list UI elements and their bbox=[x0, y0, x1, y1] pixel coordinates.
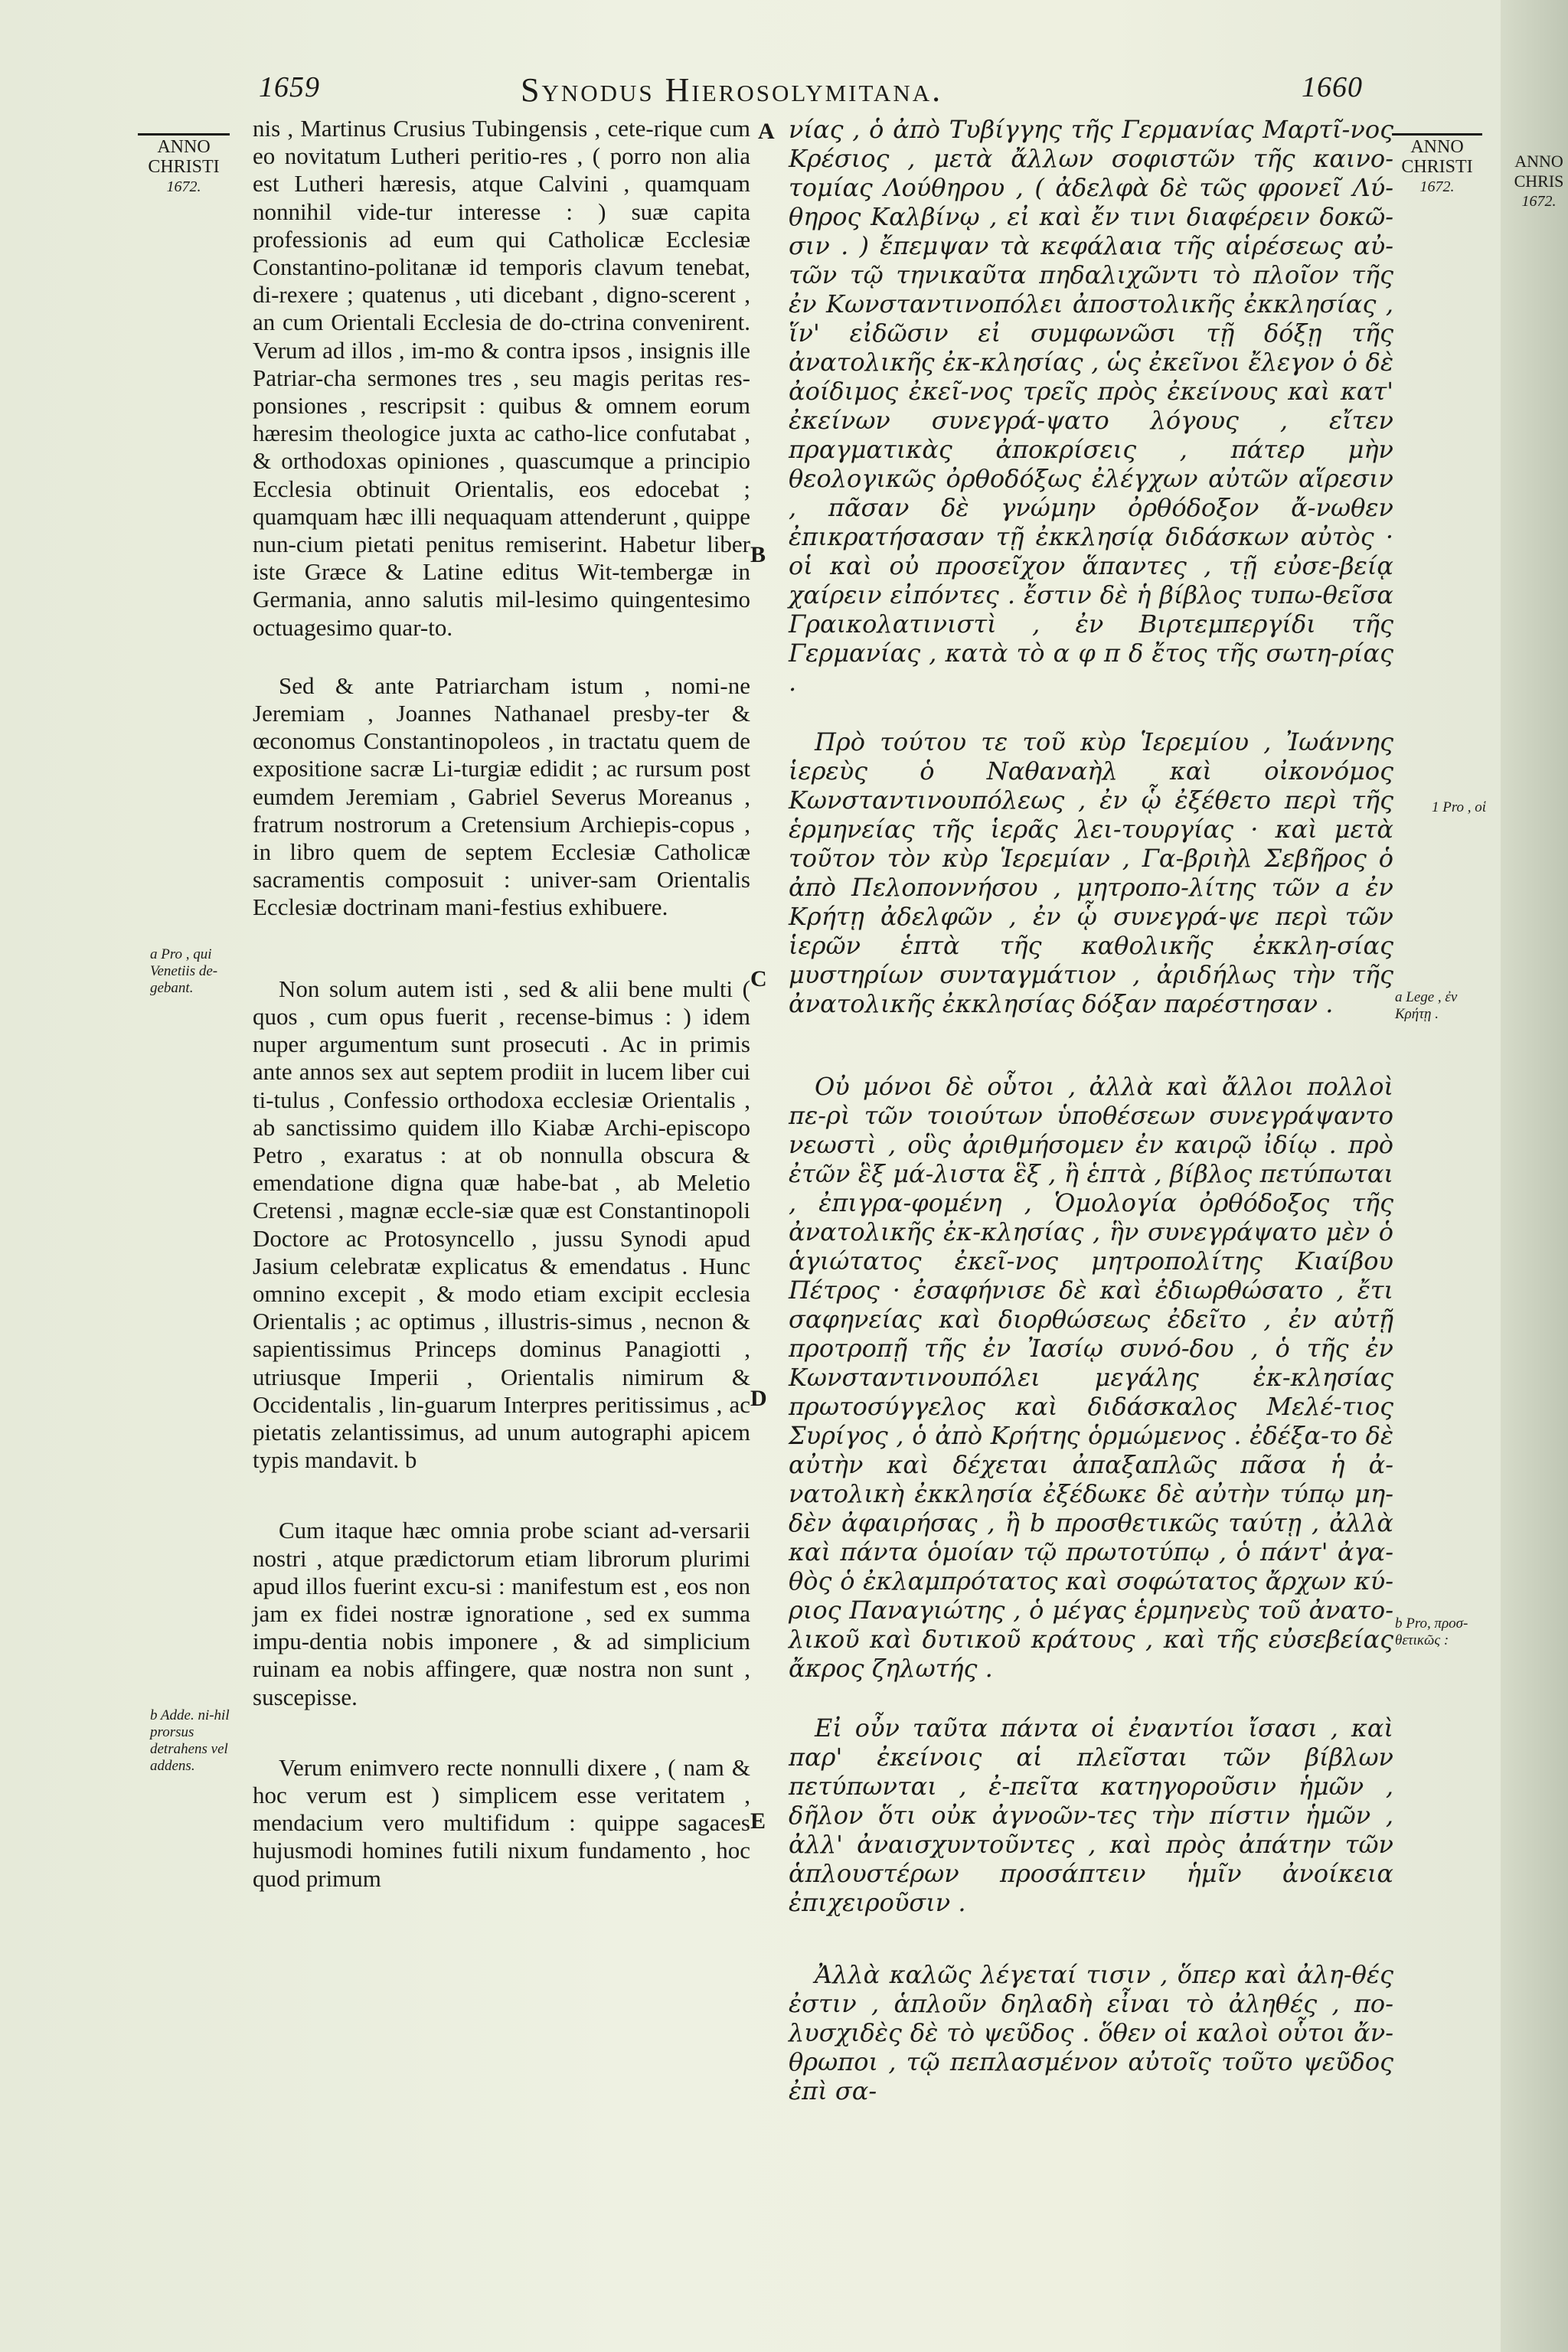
marginal-note-a-left: a Pro , qui Venetiis de-gebant. bbox=[150, 946, 218, 996]
greek-paragraph: Εἰ οὖν ταῦτα πάντα οἱ ἐναντίοι ἴσασι , καὶ παρ' ἐκείνοις αἱ πλεῖσται τῶν βίβλων πετύπωνται , ἐ-πεῖτα κατηγοροῦσιν ἡμῶν , δῆλον ὅτι οὐκ ἀγνοῶν-τες τὴν πίστιν ἡμῶν , ἀλλ' ἀναισχυντοῦντες , καὶ πρὸς ἀπάτην τῶν ἁπλουστέρων προσάπτειν ἡμῖν ἀνοίκεια ἐπιχειροῦσιν . bbox=[789, 1713, 1393, 1917]
marginal-note-b-right: b Pro, προσ-θετικῶς : bbox=[1395, 1615, 1468, 1648]
anno-christi-next-page bbox=[1510, 150, 1568, 211]
anno-year: 1672. bbox=[166, 178, 201, 195]
anno-year: 1672. bbox=[1419, 178, 1455, 195]
christi-label: CHRIS bbox=[1514, 172, 1564, 191]
greek-paragraph: Πρὸ τούτου τε τοῦ κὺρ Ἱερεμίου , Ἰωάννης ἱερεὺς ὁ Ναθαναὴλ καὶ οἰκονόμος Κωνσταντινουπόλεως , ἐν ᾧ ἐξέθετο περὶ τῆς ἑρμηνείας τῆς ἱερᾶς λει-τουργίας · καὶ μετὰ τοῦτον τὸν κὺρ Ἱερεμίαν , Γα-βριὴλ Σεβῆρος ὁ ἀπὸ Πελοποννήσου , μητροπο-λίτης τῶν a ἐν Κρήτῃ ἀδελφῶν , ἐν ᾧ συνεγρά-ψε περὶ τῶν ἱερῶν ἑπτὰ τῆς καθολικῆς ἐκκλη-σίας μυστηρίων συνταγμάτιον , ἀριδήλως τὴν τῆς ἀνατολικῆς ἐκκλησίας δόξαν παρέστησαν . bbox=[789, 727, 1393, 1018]
section-marker-a: A bbox=[758, 119, 775, 144]
marginal-note-b-left: b Adde. ni-hil prorsus detrahens vel addens. bbox=[150, 1707, 230, 1774]
christi-label: CHRISTI bbox=[1401, 157, 1473, 177]
marginal-note-a-right: a Lege , ἐν Κρήτῃ . bbox=[1395, 989, 1458, 1022]
section-marker-e: E bbox=[750, 1808, 766, 1834]
christi-label: CHRISTI bbox=[148, 157, 220, 177]
page-number-right: 1660 bbox=[1302, 71, 1363, 103]
anno-label: ANNO bbox=[1410, 137, 1464, 157]
section-marker-d: D bbox=[750, 1386, 767, 1411]
latin-paragraph: nis , Martinus Crusius Tubingensis , cete-rique cum eo novitatum Lutheri peritio-res , ( porro non alia est Lutheri hæresis, atque Calvini , quamquam nonnihil vide-tur interesse : ) suæ capita professionis ad eum qui Catholicæ Ecclesiæ Constantino-politanæ id temporis clavum tenebat, di-rexere ; quatenus , uti dicebant , digno-scerent , an cum Orientali Ecclesia de do-ctrina convenirent. Verum ad illos , im-mo & contra ipsos , insignis ille Patriar-cha sermones tres , seu magis peritas res-ponsiones , rescripsit : quibus & omnem eorum hæresim theologice juxta ac catho-lice confutabat , & orthodoxas opiniones , quascumque a principio Ecclesia obtinuit Orientalis, eos edocebat ; quamquam hæc illi nequaquam attenderunt , quippe nun-cium pietati penitus remiserint. Habetur liber iste Græce & Latine editus Wit-tembergæ in Germania, anno salutis mil-lesimo quingentesimo octuagesimo quar-to. bbox=[253, 115, 750, 641]
anno-year: 1672. bbox=[1521, 193, 1557, 210]
page-number-left: 1659 bbox=[259, 71, 320, 103]
greek-column bbox=[789, 115, 1393, 2105]
latin-paragraph: Sed & ante Patriarcham istum , nomi-ne Jeremiam , Joannes Nathanael presby-ter & œconomus Constantinopoleos , in tractatu quem de expositione sacræ Li-turgiæ edidit ; ac rursum post eumdem Jeremiam , Gabriel Severus Moreanus , fratrum nostrorum a Cretensium Archiepis-copus , in libro quem de septem Ecclesiæ Catholicæ sacramentis composuit : univer-sam Orientalis Ecclesiæ doctrinam mani-festius exhibuere. bbox=[253, 671, 750, 921]
section-marker-b: B bbox=[750, 542, 766, 567]
greek-paragraph: νίας , ὁ ἀπὸ Τυβίγγης τῆς Γερμανίας Μαρτῖ-νος Κρέσιος , μετὰ ἄλλων σοφιστῶν τῆς καινο-τομίας Λούθηρου , ( ἀδελφὰ δὲ τῶς φρονεῖ Λύ-θηρος Καλβίνῳ , εἰ καὶ ἔν τινι διαφέρειν δοκῶ-σιν . ) ἔπεμψαν τὰ κεφάλαια τῆς αἱρέσεως αὐ-τῶν τῷ τηνικαῦτα πηδαλιχῶντι τὸ πλοῖον τῆς ἐν Κωνσταντινοπόλει ἀποστολικῆς ἐκκλησίας , ἵν' εἰδῶσιν εἰ συμφωνῶσι τῇ δόξῃ τῆς ἀνατολικῆς ἐκ-κλησίας , ὡς ἐκεῖνοι ἔλεγον ὁ δὲ ἀοίδιμος ἐκεῖ-νος τρεῖς πρὸς ἐκείνους καὶ κατ' ἐκείνων συνεγρά-ψατο λόγους , εἴτεν πραγματικὰς ἀποκρίσεις , πάτερ μὴν θεολογικῶς ὀρθοδόξως ἐλέγχων αὐτῶν αἵρεσιν , πᾶσαν δὲ γνώμην ὀρθόδοξον ἄ-νωθεν ἐπικρατήσασαν τῇ ἐκκλησίᾳ διδάσκων αὐτὸς · οἱ καὶ οὐ προσεῖχον ἅπαντες , τῇ εὐσε-βείᾳ χαίρειν εἰπόντες . ἔστιν δὲ ἡ βίβλος τυπω-θεῖσα Γραικολατινιστὶ , ἐν Βιρτεμπεργίδι τῆς Γερμανίας , κατὰ τὸ α φ π δ ἔτος τῆς σωτη-ρίας . bbox=[789, 115, 1393, 697]
anno-label: ANNO bbox=[157, 137, 211, 157]
section-marker-c: C bbox=[750, 966, 767, 991]
latin-paragraph: Verum enimvero recte nonnulli dixere , ( nam & hoc verum est ) simplicem esse veritatem , mendacium vero multifidum : quippe sagaces hujusmodi homines futili nixum fundamento , hoc quod primum bbox=[253, 1753, 750, 1892]
marginal-note-top-right: 1 Pro , οἱ bbox=[1432, 799, 1487, 815]
latin-paragraph: Non solum autem isti , sed & alii bene multi ( quos , cum opus fuerit , recense-bimus : ) idem nuper argumentum sunt prosecuti . Ac in primis ante annos sex aut septem prodiit in lucem liber cui ti-tulus , Confessio orthodoxa ecclesiæ Orientalis , ab sanctissimo quidem illo Kiabæ Archi-episcopo Petro , exaratus : at ob nonnulla obscura & emendatione digna quæ habe-bat , ab Meletio Cretensi , magnæ eccle-siæ quæ est Constantinopoli Doctore ac Protosyncello , jussu Synodi apud Jasium celebratæ explicatus & emendatus . Hunc omnino excepit , & modo etiam excipit ecclesia Orientalis ; ac optimus , illustris-simus , necnon & sapientissimus Princeps dominus Panagiotti , utriusque Imperii , Orientalis nimirum & Occidentalis , lin-guarum Interpres peritissimus , ac pietatis zelantissimus, ad unum autographi apicem typis mandavit. b bbox=[253, 975, 750, 1474]
greek-paragraph: Οὐ μόνοι δὲ οὗτοι , ἀλλὰ καὶ ἄλλοι πολλοὶ πε-ρὶ τῶν τοιούτων ὑποθέσεων συνεγράψαντο νεωστὶ , οὓς ἀριθμήσομεν ἐν καιρῷ ἰδίῳ . πρὸ ἐτῶν ἓξ μά-λιστα ἓξ , ἢ ἑπτὰ , βίβλος πετύπωται , ἐπιγρα-φομένη , Ὁμολογία ὀρθόδοξος τῆς ἀνατολικῆς ἐκ-κλησίας , ἣν συνεγράψατο μὲν ὁ ἁγιώτατος ἐκεῖ-νος μητροπολίτης Κιαίβου Πέτρος · ἐσαφήνισε δὲ καὶ ἐδιωρθώσατο , ἔτι σαφηνείας καὶ διορθώσεως ἐδεῖτο , ἐν αὐτῇ προτροπῇ τῆς ἐν Ἰασίῳ συνό-δου , ὁ τῆς ἐν Κωνσταντινουπόλει μεγάλης ἐκ-κλησίας πρωτοσύγγελος καὶ διδάσκαλος Μελέ-τιος Συρίγος , ὁ ἀπὸ Κρήτης ὁρμώμενος . ἐδέξα-το δὲ αὐτὴν καὶ δέχεται ἀπαξαπλῶς πᾶσα ἡ ἀ-νατολικὴ ἐκκλησία ἐξέδωκε δὲ αὐτὴν τύπῳ μη-δὲν ἀφαιρήσας , ἢ b προσθετικῶς ταύτῃ , ἀλλὰ καὶ πάντα ὁμοίαν τῷ πρωτοτύπῳ , ὁ πάντ' ἀγα-θὸς ὁ ἐκλαμπρότατος καὶ σοφώτατος ἄρχων κύ-ριος Παναγιώτης , ὁ μέγας ἑρμηνεὺς τοῦ ἀνατο-λικοῦ καὶ δυτικοῦ κράτους , καὶ τῆς εὐσεβείας ἄκρος ζηλωτής . bbox=[789, 1072, 1393, 1683]
page-gutter bbox=[1501, 0, 1568, 2352]
anno-christi-left bbox=[138, 133, 230, 197]
latin-paragraph: Cum itaque hæc omnia probe sciant ad-versarii nostri , atque prædictorum etiam librorum plurimi apud illos fuerint excu-si : manifestum est , eos non jam ex fidei nostræ ignoratione , sed ex summa impu-dentia nobis imponere , & ad simplicium ruinam ea nobis affingere, quæ nostra non sunt , suscepisse. bbox=[253, 1517, 750, 1710]
anno-label: ANNO bbox=[1514, 152, 1563, 171]
greek-paragraph: Ἀλλὰ καλῶς λέγεταί τισιν , ὅπερ καὶ ἀλη-θές ἐστιν , ἁπλοῦν δηλαδὴ εἶναι τὸ ἀληθές , πο-λυσχιδὲς δὲ τὸ ψεῦδος . ὅθεν οἱ καλοὶ οὗτοι ἄν-θρωποι , τῷ πεπλασμένον αὐτοῖς τοῦτο ψεῦδος ἐπὶ σα- bbox=[789, 1960, 1393, 2105]
anno-christi-right bbox=[1392, 133, 1482, 197]
latin-column bbox=[253, 115, 750, 1893]
running-title: Synodus Hierosolymitana. bbox=[521, 71, 943, 109]
